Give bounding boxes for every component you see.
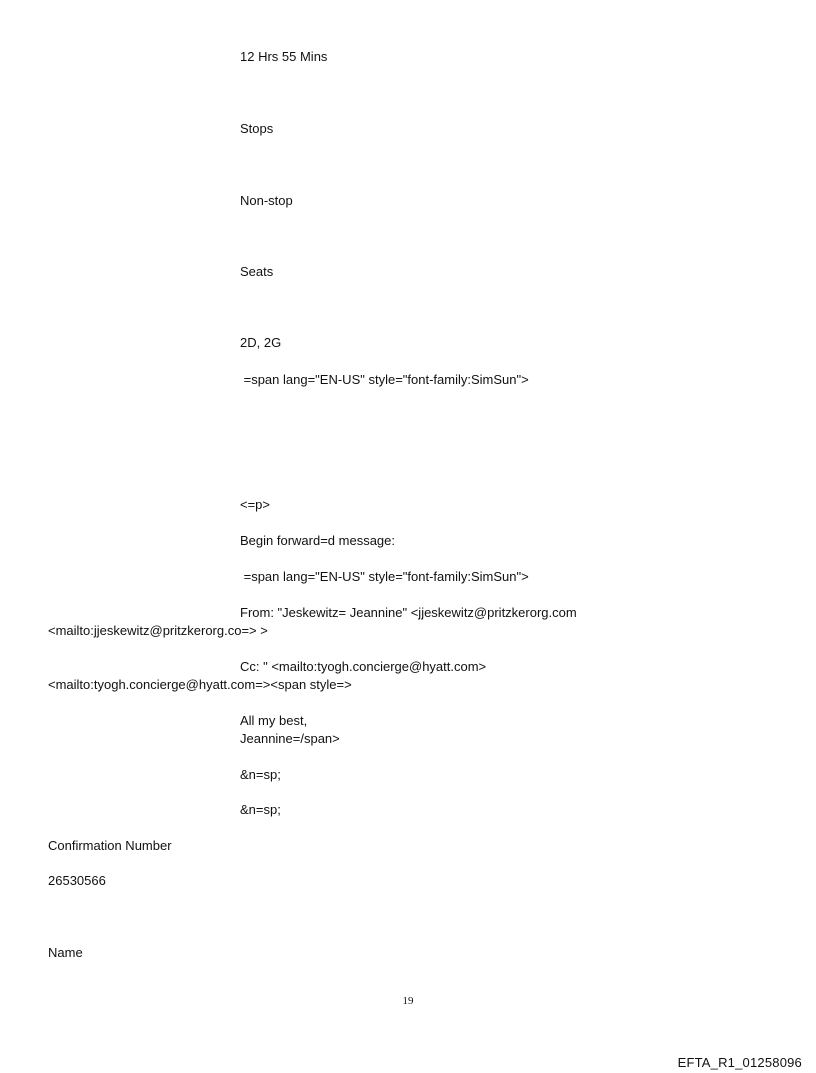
html-entity-line-1: &n=sp; bbox=[240, 767, 281, 782]
html-fragment-span-1: =span lang="EN-US" style="font-family:SimSun"> bbox=[240, 372, 529, 387]
stops-label: Stops bbox=[240, 121, 274, 136]
stops-value: Non-stop bbox=[240, 193, 293, 208]
html-fragment-p: <=p> bbox=[240, 497, 271, 512]
cc-line: Cc: " <mailto:tyogh.concierge@hyatt.com> bbox=[240, 659, 487, 674]
confirmation-number-label: Confirmation Number bbox=[48, 838, 172, 853]
signature-line: Jeannine=/span> bbox=[240, 731, 340, 746]
seats-label: Seats bbox=[240, 264, 274, 279]
closing-line: All my best, bbox=[240, 713, 308, 728]
flight-duration: 12 Hrs 55 Mins bbox=[240, 49, 328, 64]
confirmation-number-value: 26530566 bbox=[48, 873, 106, 888]
html-fragment-span-2: =span lang="EN-US" style="font-family:SimSun"> bbox=[240, 569, 529, 584]
name-label: Name bbox=[48, 945, 83, 960]
bates-number: EFTA_R1_01258096 bbox=[677, 1055, 802, 1070]
page-number: 19 bbox=[402, 995, 414, 1007]
html-entity-line-2: &n=sp; bbox=[240, 802, 281, 817]
seats-value: 2D, 2G bbox=[240, 335, 282, 350]
begin-forwarded-message: Begin forward=d message: bbox=[240, 533, 396, 548]
from-line: From: "Jeskewitz= Jeannine" <jjeskewitz@pritzkerorg.com bbox=[240, 605, 577, 620]
cc-line-continued: <mailto:tyogh.concierge@hyatt.com=><span style=> bbox=[48, 677, 352, 692]
from-line-continued: <mailto:jjeskewitz@pritzkerorg.co=> > bbox=[48, 623, 268, 638]
